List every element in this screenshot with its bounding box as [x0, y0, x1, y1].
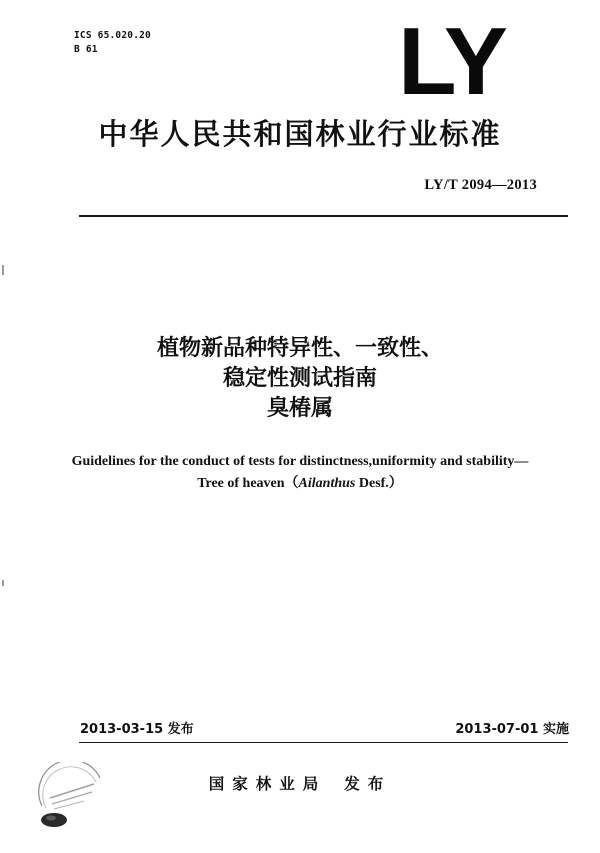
chinese-title-line-3: 臭椿属: [266, 396, 333, 421]
english-title-author: Desf.）: [355, 476, 403, 491]
scan-edge-mark: [2, 580, 4, 586]
english-title-line-2: [0, 473, 600, 495]
implementation-date: 2013-07-01 实施: [455, 722, 569, 737]
ics-code: ICS 65.020.20: [74, 30, 151, 41]
standard-code: LY/T 2094—2013: [424, 177, 537, 193]
issue-date: 2013-03-15 发布: [80, 722, 194, 737]
english-title-common-name: Tree of heaven（: [197, 476, 299, 491]
standard-category-title: 中华人民共和国林业行业标准: [98, 117, 502, 151]
english-title: [0, 451, 600, 495]
english-title-genus: Ailanthus: [298, 476, 356, 491]
classification-codes: [74, 29, 151, 57]
scan-edge-mark: [2, 265, 4, 275]
header-divider: [79, 215, 568, 217]
english-title-line-1: Guidelines for the conduct of tests for distinctness,uniformity and stability—: [71, 454, 529, 469]
publisher-action: 发布: [344, 775, 392, 793]
ccs-code: B 61: [74, 44, 98, 55]
footer-divider: [79, 742, 568, 743]
chinese-title: [0, 334, 600, 424]
chinese-title-line-2: 稳定性测试指南: [222, 366, 377, 391]
chinese-title-line-1: 植物新品种特异性、一致性、: [156, 336, 443, 361]
watermark-seal-icon: [34, 762, 112, 832]
ly-logo: LY: [398, 8, 504, 115]
publisher-name: 国家林业局: [208, 775, 327, 793]
